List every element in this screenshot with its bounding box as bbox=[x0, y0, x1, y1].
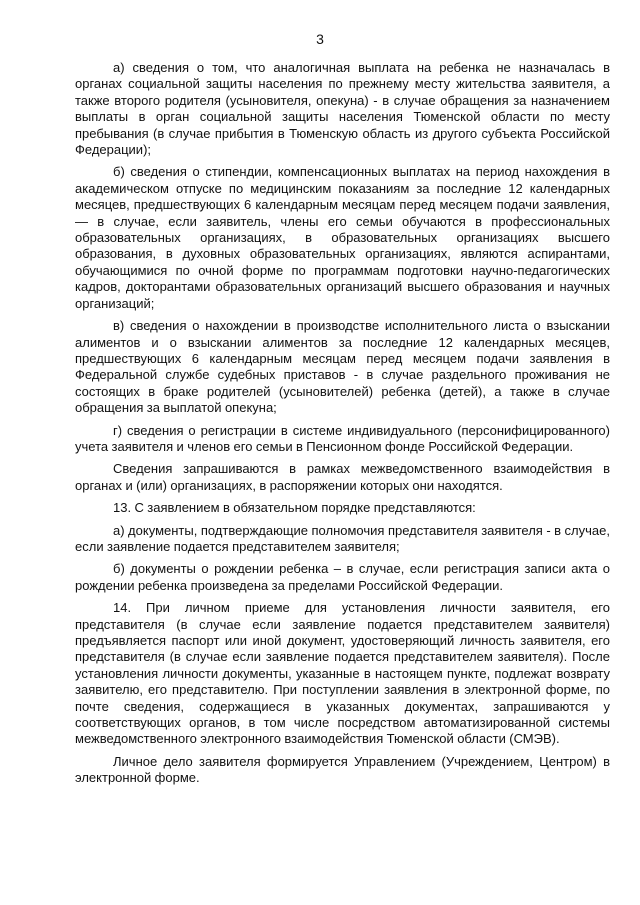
paragraph-g-pension-registration: г) сведения о регистрации в системе индивидуального (персонифицированного) учета заявителя и членов его семьи в Пенсионном фонде Российской Федерации. bbox=[75, 422, 610, 454]
paragraph-personal-file: Личное дело заявителя формируется Управлением (Учреждением, Центром) в электронной форме. bbox=[75, 753, 610, 786]
paragraph-b-scholarship: б) сведения о стипендии, компенсационных выплатах на период нахождения в академическом отпуске по медицинским показаниям за последние 12 календарных месяцев, предшествующих 6 календарным месяцам перед месяцем подачи заявления, — в случае, если заявитель, члены его семьи обучаются в профессиональных образовательных организациях, в образовательных организациях высшего образования, в духовных образовательных организациях, являются аспирантами, обучающимися по очной форме по программам подготовки научно-педагогических кадров, докторантами образовательных организаций высшего образования и научных организаций; bbox=[75, 164, 610, 311]
paragraph-13-a-authority-documents: а) документы, подтверждающие полномочия представителя заявителя - в случае, если заявление подается представителем заявителя; bbox=[75, 522, 610, 554]
paragraph-14-identity: 14. При личном приеме для установления личности заявителя, его представителя (в случае если заявление подается представителем заявителя) предъявляется паспорт или иной документ, удостоверяющий личность заявителя, его представителя (в случае если заявление подается представителем заявителя). После установления личности документы, указанные в настоящем пункте, подлежат возврату заявителю, его представителю. При поступлении заявления в электронной форме, по почте сведения, содержащиеся в указанных документах, запрашиваются у соответствующих органов, в том числе посредством автоматизированной системы межведомственного электронного взаимодействия Тюменской области (СМЭВ). bbox=[75, 600, 610, 747]
paragraph-interagency-requests: Сведения запрашиваются в рамках межведомственного взаимодействия в органах и (или) организациях, в распоряжении которых они находятся. bbox=[75, 461, 610, 493]
document-body bbox=[75, 60, 610, 793]
page-number: 3 bbox=[316, 31, 324, 47]
paragraph-v-alimony: в) сведения о нахождении в производстве исполнительного листа о взыскании алиментов и о взыскании алиментов за последние 12 календарных месяцев, предшествующих 6 календарным месяцам перед месяцем подачи заявления в Федеральной службе судебных приставов - в случае раздельного проживания не состоящих в браке родителей (усыновителей) ребенка (детей), а также в случае обращения за выплатой опекуна; bbox=[75, 318, 610, 416]
paragraph-13-heading: 13. С заявлением в обязательном порядке представляются: bbox=[113, 500, 476, 516]
paragraph-a-social-protection: а) сведения о том, что аналогичная выплата на ребенка не назначалась в органах социальной защиты населения по прежнему месту жительства заявителя, а также второго родителя (усыновителя, опекуна) - в случае обращения за назначением выплаты в орган социальной защиты населения Тюменской области по месту пребывания (в случае прибытия в Тюменскую область из другого субъекта Российской Федерации); bbox=[75, 60, 610, 158]
paragraph-13-b-birth-documents: б) документы о рождении ребенка – в случае, если регистрация записи акта о рождении ребенка произведена за пределами Российской Федерации. bbox=[75, 561, 610, 593]
